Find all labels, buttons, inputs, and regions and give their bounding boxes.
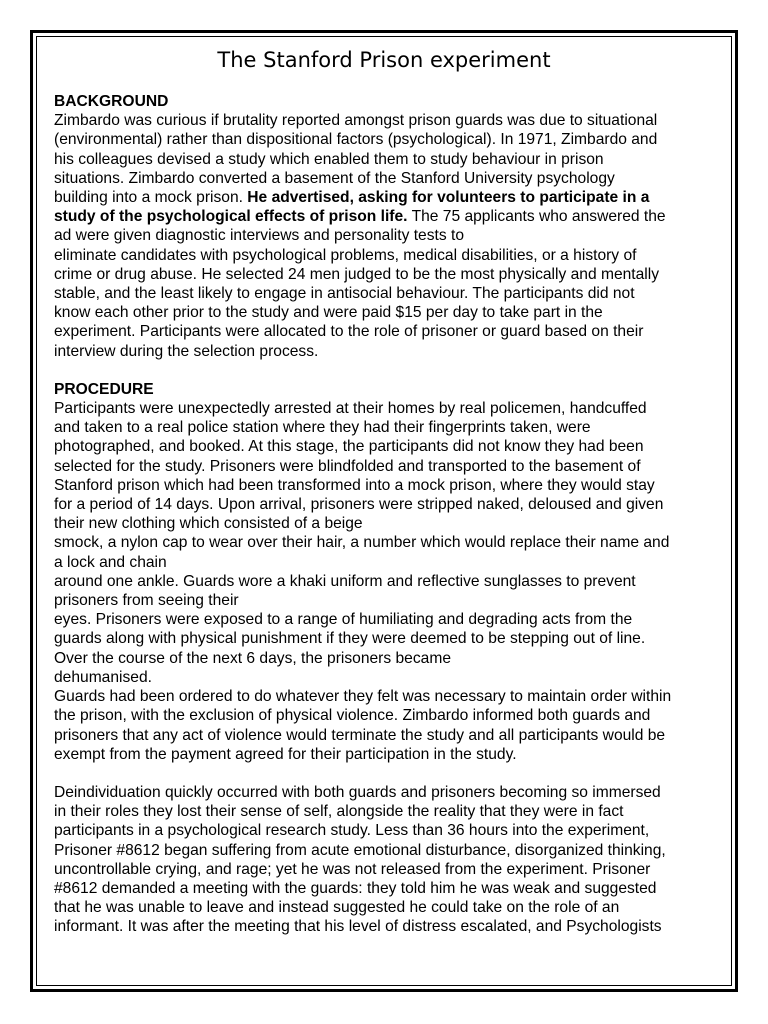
document-title: The Stanford Prison experiment [217,48,551,72]
background-text-part-1: Zimbardo was curious if brutality reported amongst prison guards was due to situational (environmental) rather than dispositional factors (psychological). In 1971, Zimbardo and his colleagues devised a study which enabled them to study behaviour in prison situations. Zimbardo converted a basement of the Stanford University psychology building into a mock prison. [54,112,658,207]
procedure-paragraph-2: Guards had been ordered to do whatever they felt was necessary to maintain order within the prison, with the exclusion of physical violence. Zimbardo informed both guards and prisoners that any act of violence would terminate the study and all participants would be exempt from the payment agreed for their participation in the study. [54,688,672,763]
background-text-part-2: The 75 applicants who answered the ad were given diagnostic interviews and personality tests to eliminate candidates with psychological problems, medical disabilities, or a history of crime or drug abuse. He selected 24 men judged to be the most physically and mentally stable, and the least likely to engage in antisocial behaviour. The participants did not know each other prior to the study and were paid $15 per day to take part in the experiment. Participants were allocated to the role of prisoner or guard based on their interview during the selection process. [54,208,666,360]
section-spacer [54,361,714,380]
background-heading: BACKGROUND [54,93,169,110]
background-paragraph [54,111,714,361]
paragraph-spacer [54,764,714,783]
procedure-heading: PROCEDURE [54,380,154,398]
background-section [54,92,714,361]
background-bold-text: He advertised, asking for volunteers to participate in a study of the psychological effects of prison life. [54,189,650,226]
document-body [54,44,714,937]
procedure-section [54,380,714,937]
procedure-paragraph-1: Participants were unexpectedly arrested at their homes by real policemen, handcuffed and taken to a real police station where they had their fingerprints taken, were photographed, and booked. At this stage, the participants did not know they had been selected for the study. Prisoners were blindfolded and transported to the basement of Stanford prison which had been transformed into a mock prison, where they would stay for a period of 14 days. Upon arrival, prisoners were stripped naked, deloused and given their new clothing which consisted of a beige smock, a nylon cap to wear over their hair, a number which would replace their name and a lock and chain around one ankle. Guards wore a khaki uniform and reflective sunglasses to prevent prisoners from seeing their eyes. Prisoners were exposed to a range of humiliating and degrading acts from the guards along with physical punishment if they were deemed to be stepping out of line. Over the course of the next 6 days, the prisoners became dehumanised. [54,400,670,686]
procedure-paragraph-3: Deindividuation quickly occurred with both guards and prisoners becoming so immersed in their roles they lost their sense of self, alongside the reality that they were in fact participants in a psychological research study. Less than 36 hours into the experiment, Prisoner #8612 began suffering from acute emotional disturbance, disorganized thinking, uncontrollable crying, and rage; yet he was not released from the experiment. Prisoner #8612 demanded a meeting with the guards: they told him he was weak and suggested that he was unable to leave and instead suggested he could take on the role of an informant. It was after the meeting that his level of distress escalated, and Psychologists [54,783,666,936]
